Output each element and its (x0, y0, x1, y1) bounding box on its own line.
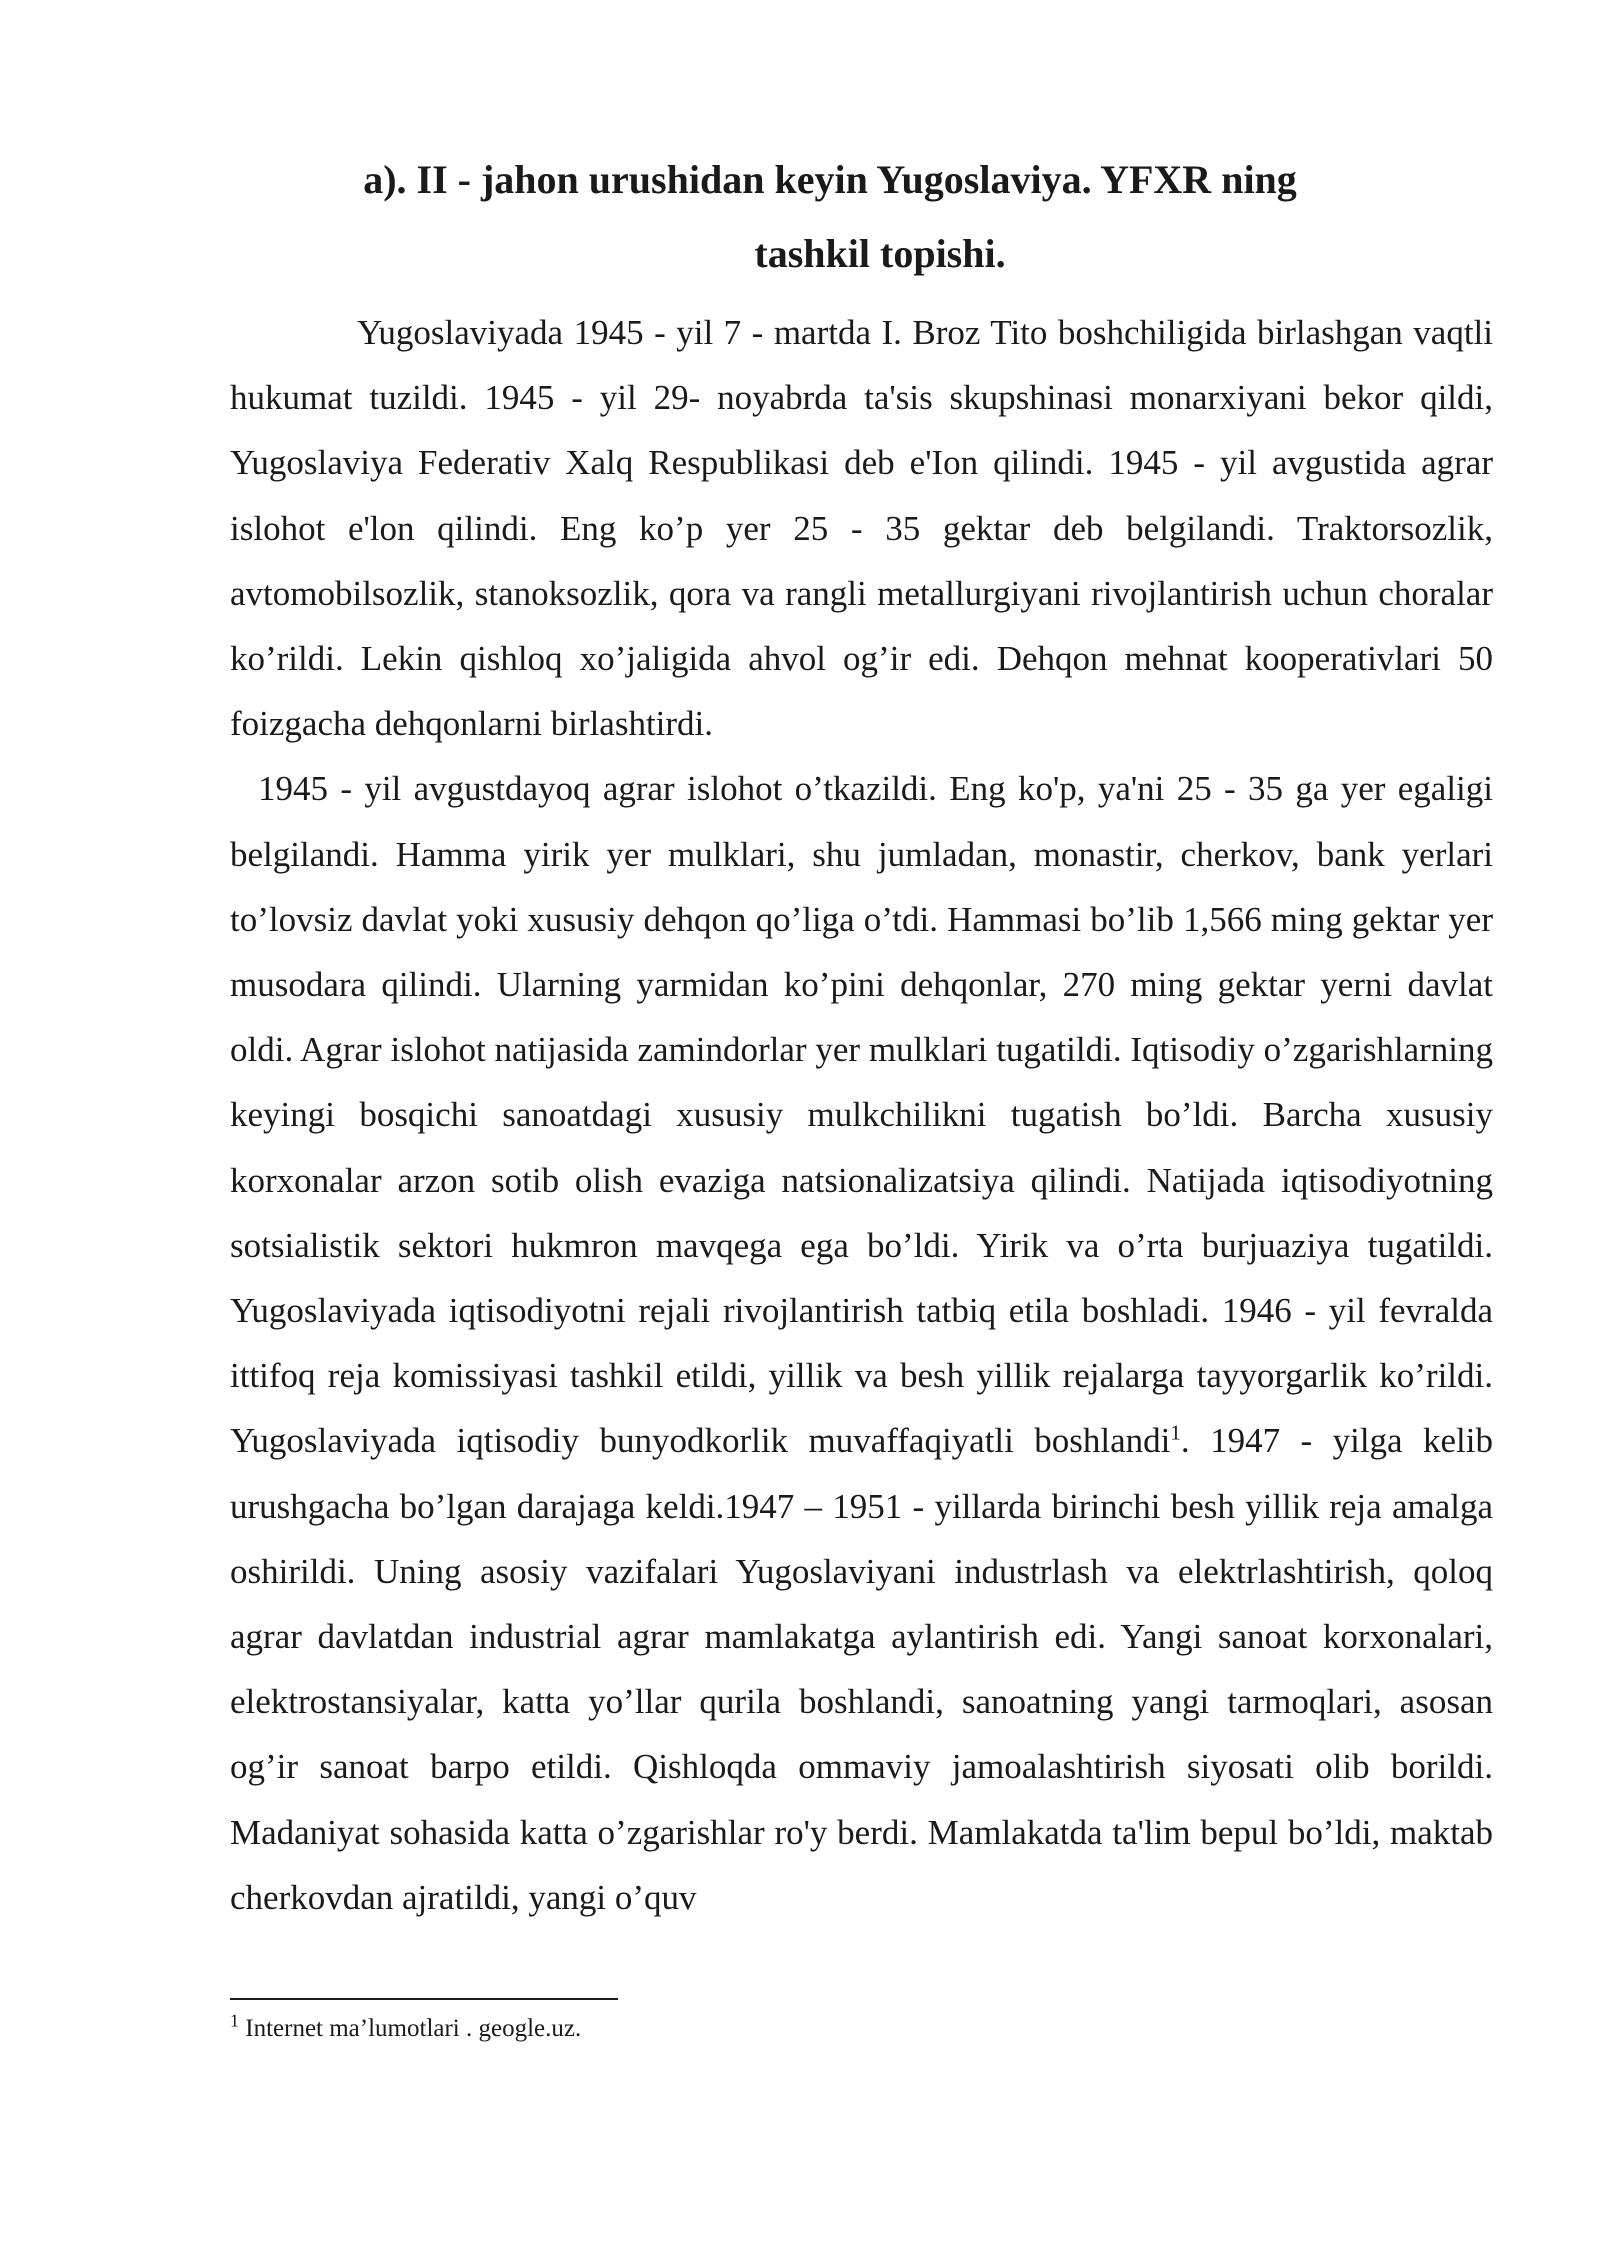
footnote-separator (230, 1998, 618, 2000)
footnote-reference: 1 (1170, 1420, 1181, 1445)
heading-line-2: tashkil topishi. (754, 231, 1006, 276)
footnote (230, 2012, 581, 2046)
paragraph-2 (230, 756, 1493, 1930)
body-text (230, 300, 1493, 1930)
footnote-text: Internet ma’lumotlari . geogle.uz. (239, 2015, 582, 2042)
paragraph-2-part-1: 1945 - yil avgustdayoq agrar islohot o’tkazildi. Eng ko'p, ya'ni 25 - 35 ga yer egaligi belgilandi. Hamma yirik yer mulklari, shu jumladan, monastir, cherkov, bank yerlari to’lovsiz davlat yoki xususiy dehqon qo’liga o’tdi. Hammasi bo’lib 1,566 ming gektar yer musodara qilindi. Ularning yarmidan ko’pini dehqonlar, 270 ming gektar yerni davlat oldi. Agrar islohot natijasida zamindorlar yer mulklari tugatildi. Iqtisodiy o’zgarishlarning keyingi bosqichi sanoatdagi xususiy mulkchilikni tugatish bo’ldi. Barcha xususiy korxonalar arzon sotib olish evaziga natsionalizatsiya qilindi. Natijada iqtisodiyotning sotsialistik sektori hukmron mavqega ega bo’ldi. Yirik va o’rta burjuaziya tugatildi. Yugoslaviyada iqtisodiyotni rejali rivojlantirish tatbiq etila boshladi. 1946 - yil fevralda ittifoq reja komissiyasi tashkil etildi, yillik va besh yillik rejalarga tayyorgarlik ko’rildi. Yugoslaviyada iqtisodiy bunyodkorlik muvaffaqiyatli boshlandi (230, 769, 1493, 1461)
paragraph-2-part-2: . 1947 - yilga kelib urushgacha bo’lgan darajaga keldi.1947 – 1951 - yillarda birinchi besh yillik reja amalga oshirildi. Uning asosiy vazifalari Yugoslaviyani industrlash va elektrlashtirish, qoloq agrar davlatdan industrial agrar mamlakatga aylantirish edi. Yangi sanoat korxonalari, elektrostansiyalar, katta yo’llar qurila boshlandi, sanoatning yangi tarmoqlari, asosan og’ir sanoat barpo etildi. Qishloqda ommaviy jamoalashtirish siyosati olib borildi. Madaniyat sohasida katta o’zgarishlar ro'y berdi. Mamlakatda ta'lim bepul bo’ldi, maktab cherkovdan ajratildi, yangi o’quv (230, 1421, 1494, 1917)
heading-line-1: a). II - jahon urushidan keyin Yugoslaviya. YFXR ning (363, 157, 1297, 202)
paragraph-1: Yugoslaviyada 1945 - yil 7 - martda I. Broz Tito boshchiligida birlashgan vaqtli hukumat tuzildi. 1945 - yil 29- noyabrda ta'sis skupshinasi monarxiyani bekor qildi, Yugoslaviya Federativ Xalq Respublikasi deb e'Ion qilindi. 1945 - yil avgustida agrar islohot e'lon qilindi. Eng ko’p yer 25 - 35 gektar deb belgilandi. Traktorsozlik, avtomobilsozlik, stanoksozlik, qora va rangli metallurgiyani rivojlantirish uchun choralar ko’rildi. Lekin qishloq xo’jaligida ahvol og’ir edi. Dehqon mehnat kooperativlari 50 foizgacha dehqonlarni birlashtirdi. (230, 313, 1493, 744)
footnote-mark: 1 (230, 2010, 239, 2031)
